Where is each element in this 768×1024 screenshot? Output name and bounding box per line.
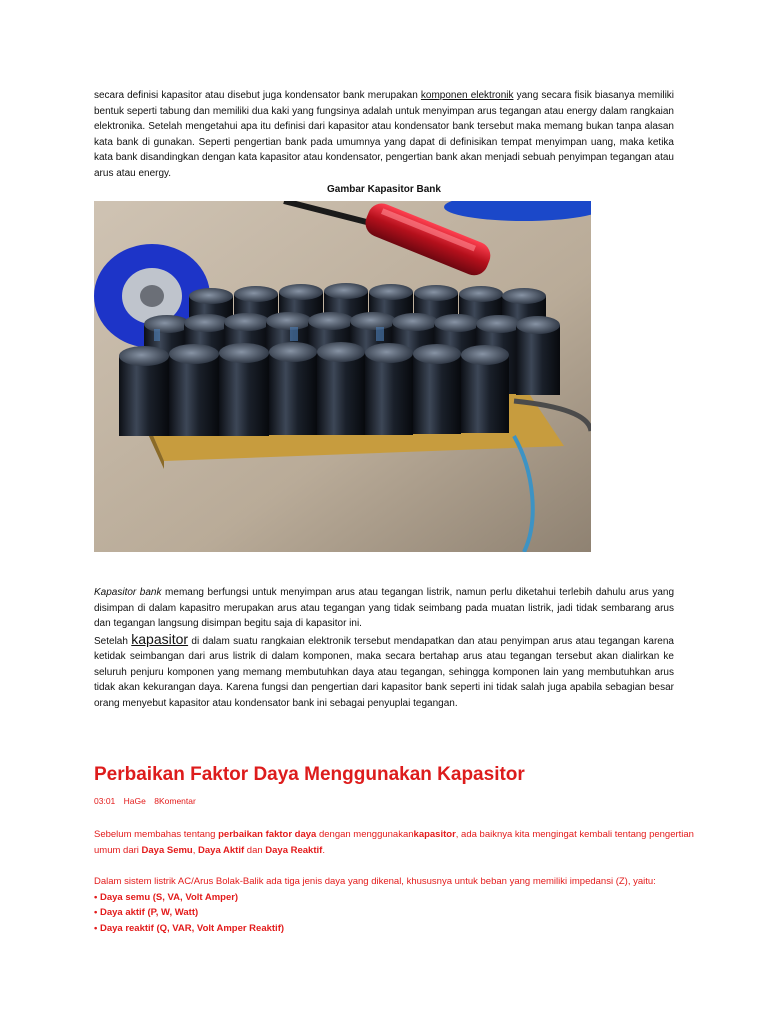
intro-text-b: yang secara fisik biasanya memiliki bentuk seperti tabung dan memiliki dua kaki yang fungsinya adalah untuk menyimpan arus tegangan atau energy dalam rangkaian elektronika. Setelah mengetahui apa itu definisi dari kapasitor atau kondensator bank tersebut maka memang bukan tanpa alasan kata bank di gunakan. Seperti pengertian bank pada umumnya yang dapat di definisikan tempat menyimpan uang, maka ketika kata bank disandingkan dengan kata kapasitor atau kondensator, pengertian bank akan menjadi sebuah penyimpan tegangan atau arus atau energy. — [94, 90, 675, 179]
p1f: Daya Semu — [141, 845, 193, 856]
intro-paragraph — [94, 88, 674, 181]
p1a: Sebelum membahas tentang — [94, 829, 219, 840]
post-title[interactable]: Perbaikan Faktor Daya Menggunakan Kapasitor — [94, 764, 525, 785]
list-item-daya-semu: • Daya semu (S, VA, Volt Amper) — [94, 891, 239, 903]
p1e: , ada baiknya kita mengingat kembali tentang pengertian umum dari — [94, 829, 694, 856]
list-item-daya-aktif: • Daya aktif (P, W, Watt) — [94, 907, 199, 918]
body2-text2a: Setelah — [94, 635, 132, 647]
post-time[interactable]: 03:01 — [94, 796, 116, 806]
p1b: perbaikan faktor daya — [218, 829, 317, 840]
italic-lead: Kapasitor bank — [94, 587, 162, 598]
komponen-elektronik-link[interactable]: komponen elektronik — [420, 90, 514, 101]
p1c: dengan menggunakan — [316, 829, 414, 840]
intro-text-a: secara definisi kapasitor atau disebut juga kondensator bank merupakan — [94, 90, 421, 101]
body2-text1: memang berfungsi untuk menyimpan arus atau tegangan listrik, namun perlu diketahui terlebih dahulu arus yang disimpan di dalam kapasitro merupakan arus atau tegangan yang tidak seimbang pada muatan listrik, jadi tidak sembarang arus dan tegangan langsung disimpan begitu saja di kapasitor ini. — [94, 587, 674, 629]
daya-types-section — [94, 874, 694, 936]
p1g: , — [192, 845, 199, 856]
figure-caption: Gambar Kapasitor Bank — [327, 184, 441, 195]
body2-text2b: di dalam suatu rangkaian elektronik tersebut mendapatkan dan atau penyimpan arus atau tegangan karena ketidak seimbangan dari arus listrik di dalam komponen, maka secara bertahap arus atau tegangan tersebut akan dialirkan ke seluruh penjuru komponen yang memang membutuhkan daya atau tegangan, sehingga komponen lain yang membutuhkan arus tidak akan kekurangan daya. Karena fungsi dan pengertian dari kapasitor bank seperti ini tidak salah juga apabila sebagian besar orang menyebut kapasitor atau kondensator bank ini sebagai penyuplai tegangan. — [94, 635, 674, 709]
p1k: . — [322, 845, 325, 856]
p1d: kapasitor — [413, 829, 456, 840]
p1i: dan — [244, 845, 266, 856]
capacitor-bank-photo — [94, 201, 591, 552]
post-comments[interactable]: 8Komentar — [154, 796, 196, 806]
daya-types-intro: Dalam sistem listrik AC/Arus Bolak-Balik ada tiga jenis daya yang dikenal, khususnya untuk beban yang memiliki impedansi (Z), yaitu: — [94, 876, 656, 887]
intro-red-paragraph — [94, 827, 694, 859]
p1j: Daya Reaktif — [265, 845, 323, 856]
capacitor-bank-paragraph — [94, 585, 674, 711]
p1h: Daya Aktif — [198, 845, 245, 856]
list-item-daya-reaktif: • Daya reaktif (Q, VAR, Volt Amper Reaktif) — [94, 922, 285, 934]
post-author[interactable]: HaGe — [123, 796, 146, 806]
post-meta — [94, 796, 202, 806]
kapasitor-link[interactable]: kapasitor — [131, 630, 189, 647]
